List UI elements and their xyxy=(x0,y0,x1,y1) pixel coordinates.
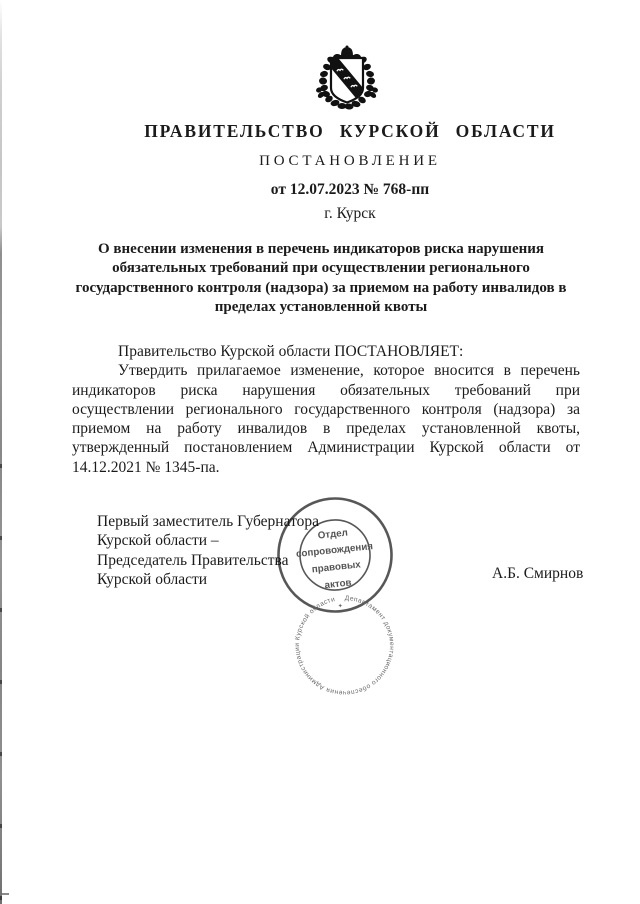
document-body xyxy=(72,342,580,477)
signatory-position-line: Курской области xyxy=(97,570,208,588)
signatory-name: А.Б. Смирнов xyxy=(492,565,584,582)
stamp-center-text: сопровождения xyxy=(295,541,374,561)
document-title: О внесении изменения в перечень индикаторов риска нарушения обязательных требований при осуществлении регионального государственного контроля (надзора) за приемом на работу инвалидов в пределах установленной квоты xyxy=(75,241,567,316)
date-number-line: от 12.07.2023 № 768-пп xyxy=(270,181,430,198)
scan-edge-dashes xyxy=(0,430,2,900)
signatory-position-line: Первый заместитель Губернатора xyxy=(97,513,320,530)
stamp-ring-text: Департамент документационного обеспечения Администрации Курской области xyxy=(293,594,396,697)
authority-name: ПРАВИТЕЛЬСТВО КУРСКОЙ ОБЛАСТИ xyxy=(144,121,556,141)
stamp-center-text: актов xyxy=(324,577,353,592)
signatory-position-line: Председатель Правительства xyxy=(97,551,289,569)
city-line: г. Курск xyxy=(324,205,376,222)
document-type: ПОСТАНОВЛЕНИЕ xyxy=(259,153,441,169)
scan-speck xyxy=(2,893,9,895)
stamp-center-text: Отдел xyxy=(317,527,349,542)
stamp-bottom-mark: ✦ xyxy=(337,603,344,610)
resolution-clause-paragraph: Утвердить прилагаемое изменение, которое вносится в перечень индикаторов риска нарушения обязательных требований при осуществлении регионального государственного контроля (надзора) за приемом на работу инвалидов в пределах установленной квоты, утвержденный постановлением Администрации Курской области от 14.12.2021 № 1345-па. xyxy=(72,362,580,476)
svg-text:Департамент документационного xyxy=(289,590,400,701)
resolution-lead-paragraph: Правительство Курской области ПОСТАНОВЛЯЕТ: xyxy=(118,343,464,360)
stamp-center-text: правовых xyxy=(311,559,362,576)
legal-department-round-stamp xyxy=(257,477,413,697)
signatory-position-line: Курской области – xyxy=(97,532,219,550)
kursk-coat-of-arms-icon xyxy=(311,45,381,113)
